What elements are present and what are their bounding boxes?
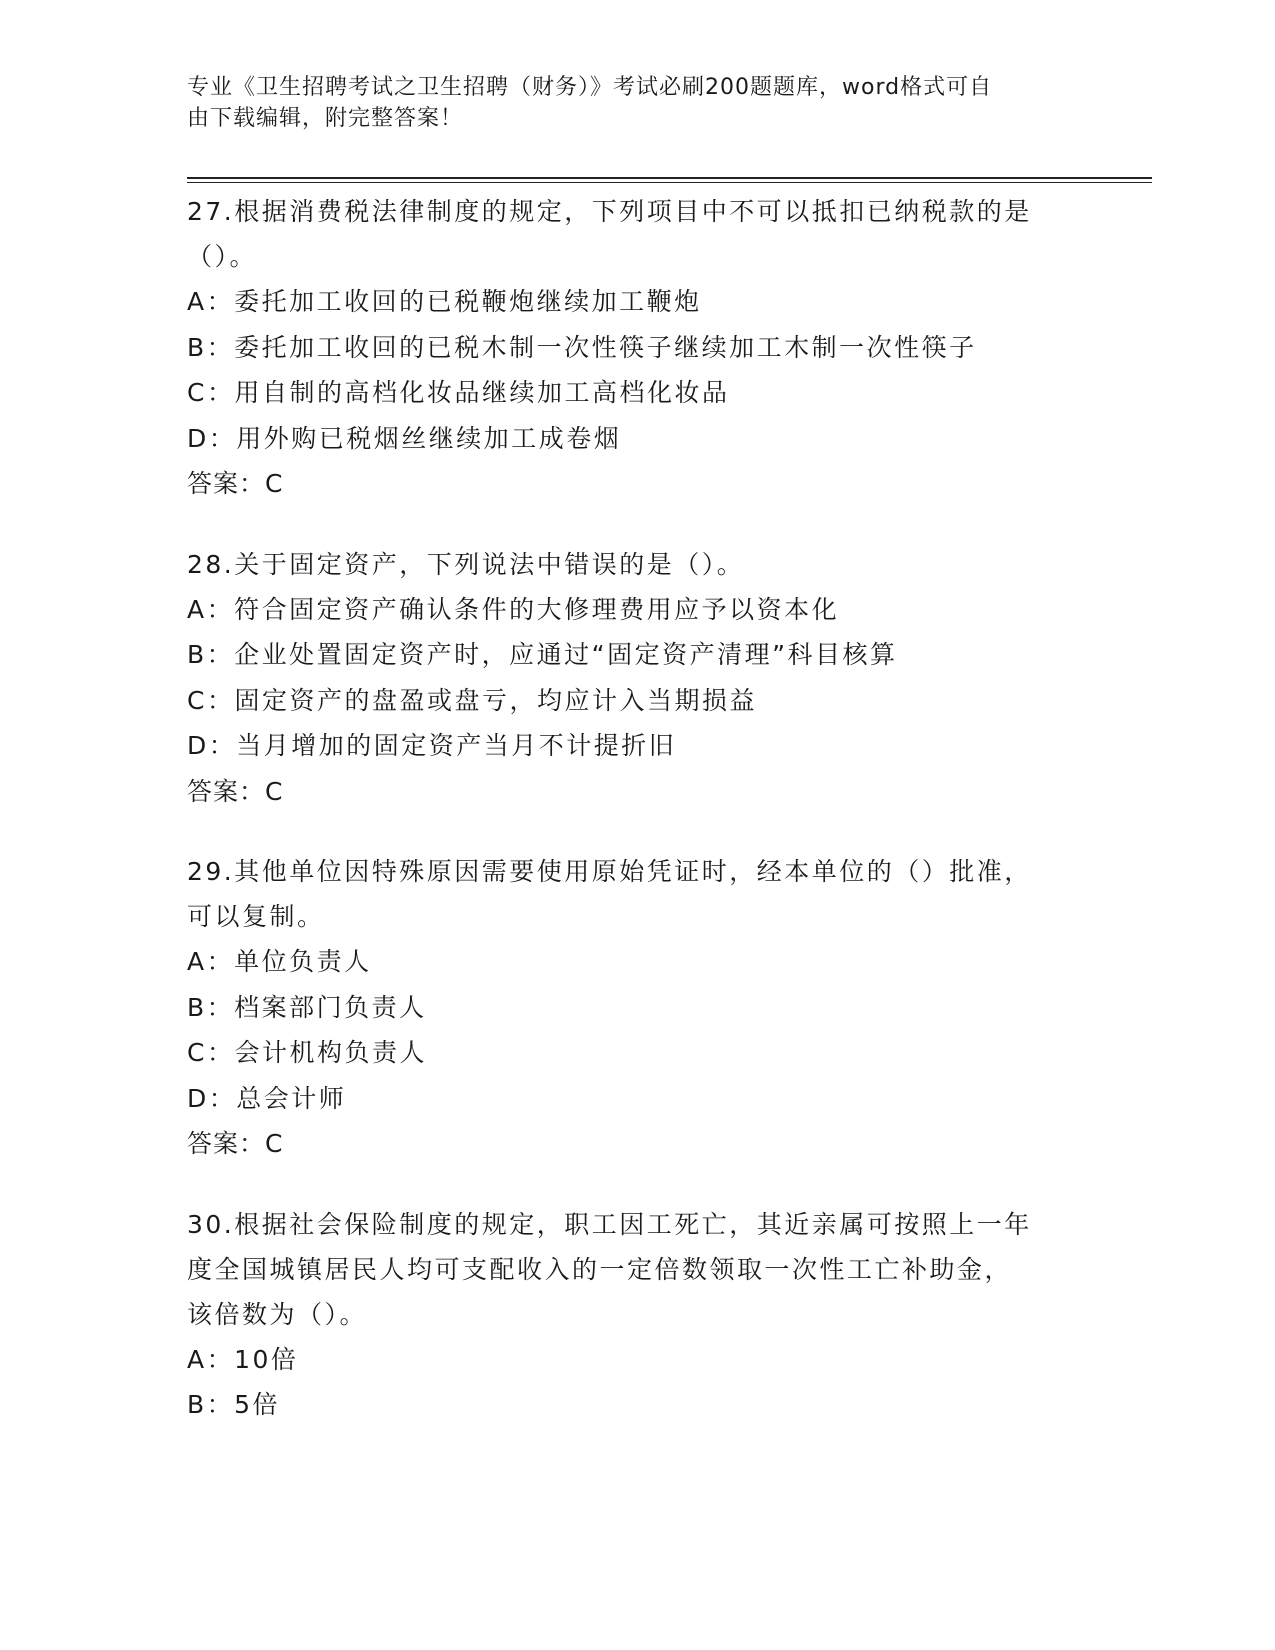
answer-option: A：10倍: [187, 1344, 299, 1374]
answer-option: C：用自制的高档化妆品继续加工高档化妆品: [187, 378, 730, 407]
question-stem-line: 度全国城镇居民人均可支配收入的一定倍数领取一次性工亡补助金，: [187, 1254, 1013, 1284]
answer-option: A：符合固定资产确认条件的大修理费用应予以资本化: [187, 594, 840, 624]
answer-key: 答案：C: [187, 776, 284, 806]
document-header: [187, 72, 1067, 134]
question-block: [187, 542, 1087, 815]
question-block: [187, 849, 1087, 1167]
header-line-2: 由下载编辑，附完整答案！: [187, 106, 464, 131]
header-line-1: 专业《卫生招聘考试之卫生招聘（财务）》考试必刷200题题库，word格式可自: [187, 75, 993, 100]
answer-option: A：委托加工收回的已税鞭炮继续加工鞭炮: [187, 287, 702, 316]
question-stem-line: 27.根据消费税法律制度的规定，下列项目中不可以抵扣已纳税款的是: [187, 197, 1032, 226]
answer-option: D：用外购已税烟丝继续加工成卷烟: [187, 423, 622, 453]
answer-option: B：企业处置固定资产时，应通过“固定资产清理”科目核算: [187, 640, 898, 669]
answer-key: 答案：C: [187, 1129, 284, 1158]
answer-option: B：委托加工收回的已税木制一次性筷子继续加工木制一次性筷子: [187, 332, 977, 362]
question-stem-line: 可以复制。: [187, 902, 325, 931]
header-rule-thin: [187, 182, 1152, 183]
answer-option: D：总会计师: [187, 1083, 347, 1113]
answer-option: A：单位负责人: [187, 947, 372, 976]
question-stem-line: 28.关于固定资产，下列说法中错误的是（）。: [187, 549, 745, 579]
answer-option: C：固定资产的盘盈或盘亏，均应计入当期损益: [187, 685, 757, 715]
question-stem-line: 该倍数为（）。: [187, 1299, 368, 1329]
answer-option: C：会计机构负责人: [187, 1038, 427, 1067]
answer-option: B：5倍: [187, 1390, 281, 1419]
answer-key: 答案：C: [187, 469, 284, 498]
question-stem-line: 29.其他单位因特殊原因需要使用原始凭证时，经本单位的（）批准，: [187, 857, 1032, 886]
header-rule-thick: [187, 177, 1152, 179]
question-list: [187, 189, 1087, 1463]
answer-option: D：当月增加的固定资产当月不计提折旧: [187, 731, 677, 760]
question-block: [187, 189, 1087, 507]
question-stem-line: （）。: [187, 242, 258, 271]
question-stem-line: 30.根据社会保险制度的规定，职工因工死亡，其近亲属可按照上一年: [187, 1209, 1032, 1239]
answer-option: B：档案部门负责人: [187, 992, 427, 1022]
question-block: [187, 1202, 1087, 1428]
